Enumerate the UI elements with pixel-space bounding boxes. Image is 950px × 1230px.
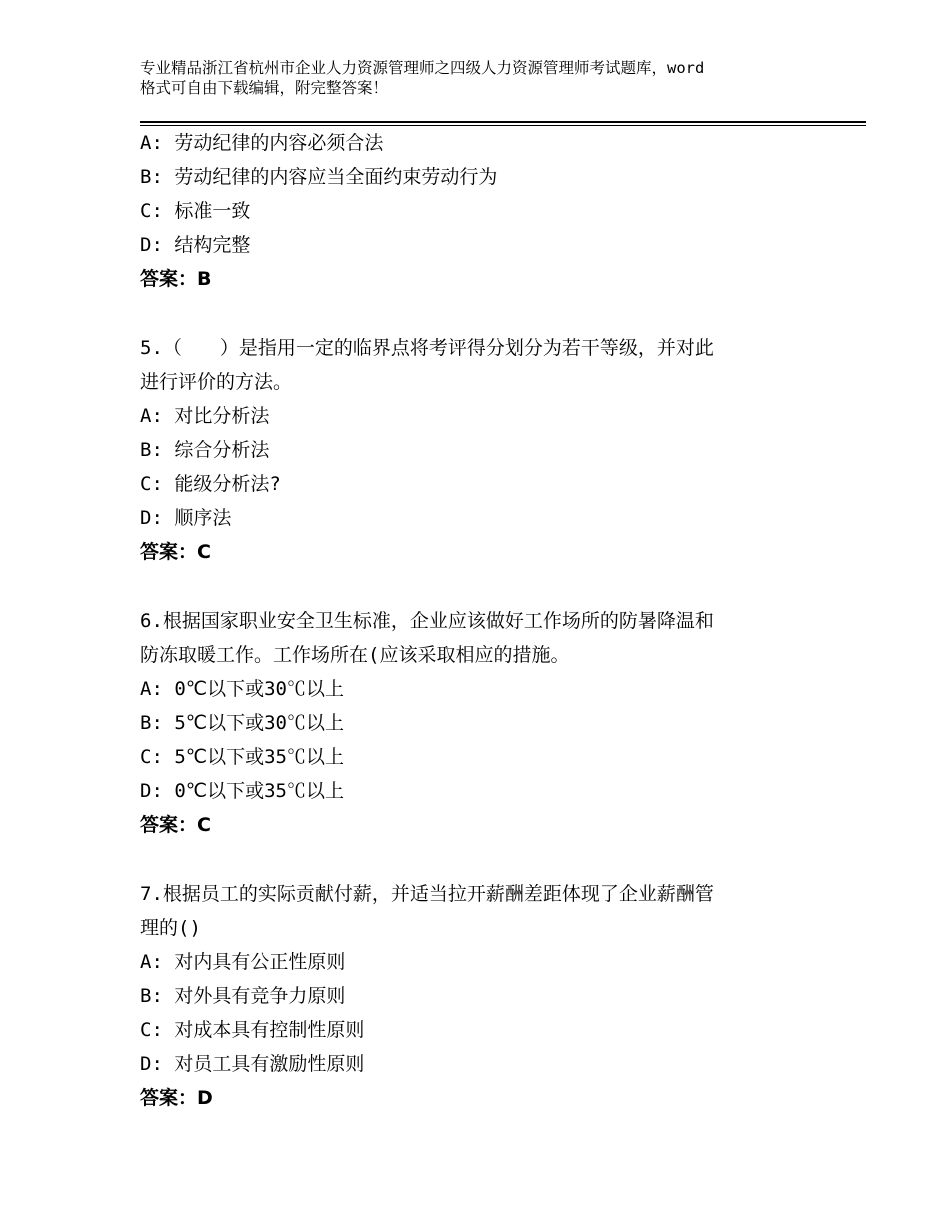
q7-stem-line-1: 7.根据员工的实际贡献付薪，并适当拉开薪酬差距体现了企业薪酬管 [140, 883, 714, 905]
q4-option-a: A: 劳动纪律的内容必须合法 [140, 132, 384, 154]
q5-answer: 答案：C [140, 541, 211, 563]
q6-stem-line-2: 防冻取暖工作。工作场所在(应该采取相应的措施。 [140, 644, 570, 666]
q7-option-b: B: 对外具有竞争力原则 [140, 985, 346, 1007]
q4-option-b: B: 劳动纪律的内容应当全面约束劳动行为 [140, 166, 498, 188]
header-divider-thin [140, 125, 866, 126]
q7-option-d: D: 对员工具有激励性原则 [140, 1053, 365, 1075]
q5-option-c: C: 能级分析法? [140, 473, 281, 495]
q5-stem-line-2: 进行评价的方法。 [140, 371, 293, 393]
q4-option-d: D: 结构完整 [140, 234, 251, 256]
q7-stem-line-2: 理的() [140, 917, 201, 939]
document-header [140, 58, 840, 98]
q6-option-c: C: 5℃以下或35℃以上 [140, 746, 344, 768]
q7-option-a: A: 对内具有公正性原则 [140, 951, 346, 973]
header-line-2: 格式可自由下载编辑，附完整答案！ [140, 79, 389, 97]
q6-stem-line-1: 6.根据国家职业安全卫生标准，企业应该做好工作场所的防暑降温和 [140, 610, 714, 632]
q4-answer: 答案：B [140, 268, 212, 290]
q6-option-b: B: 5℃以下或30℃以上 [140, 712, 344, 734]
q7-answer: 答案：D [140, 1087, 213, 1109]
q5-stem-line-1: 5.（ ）是指用一定的临界点将考评得分划分为若干等级，并对此 [140, 337, 714, 359]
q5-option-b: B: 综合分析法 [140, 439, 270, 461]
header-divider-thick [140, 121, 866, 123]
header-line-1: 专业精品浙江省杭州市企业人力资源管理师之四级人力资源管理师考试题库，word [140, 59, 705, 77]
q6-option-a: A: 0℃以下或30℃以上 [140, 678, 344, 700]
q4-option-c: C: 标准一致 [140, 200, 251, 222]
q5-option-d: D: 顺序法 [140, 507, 232, 529]
q6-option-d: D: 0℃以下或35℃以上 [140, 780, 344, 802]
q5-option-a: A: 对比分析法 [140, 405, 270, 427]
q7-option-c: C: 对成本具有控制性原则 [140, 1019, 365, 1041]
q6-answer: 答案：C [140, 814, 211, 836]
